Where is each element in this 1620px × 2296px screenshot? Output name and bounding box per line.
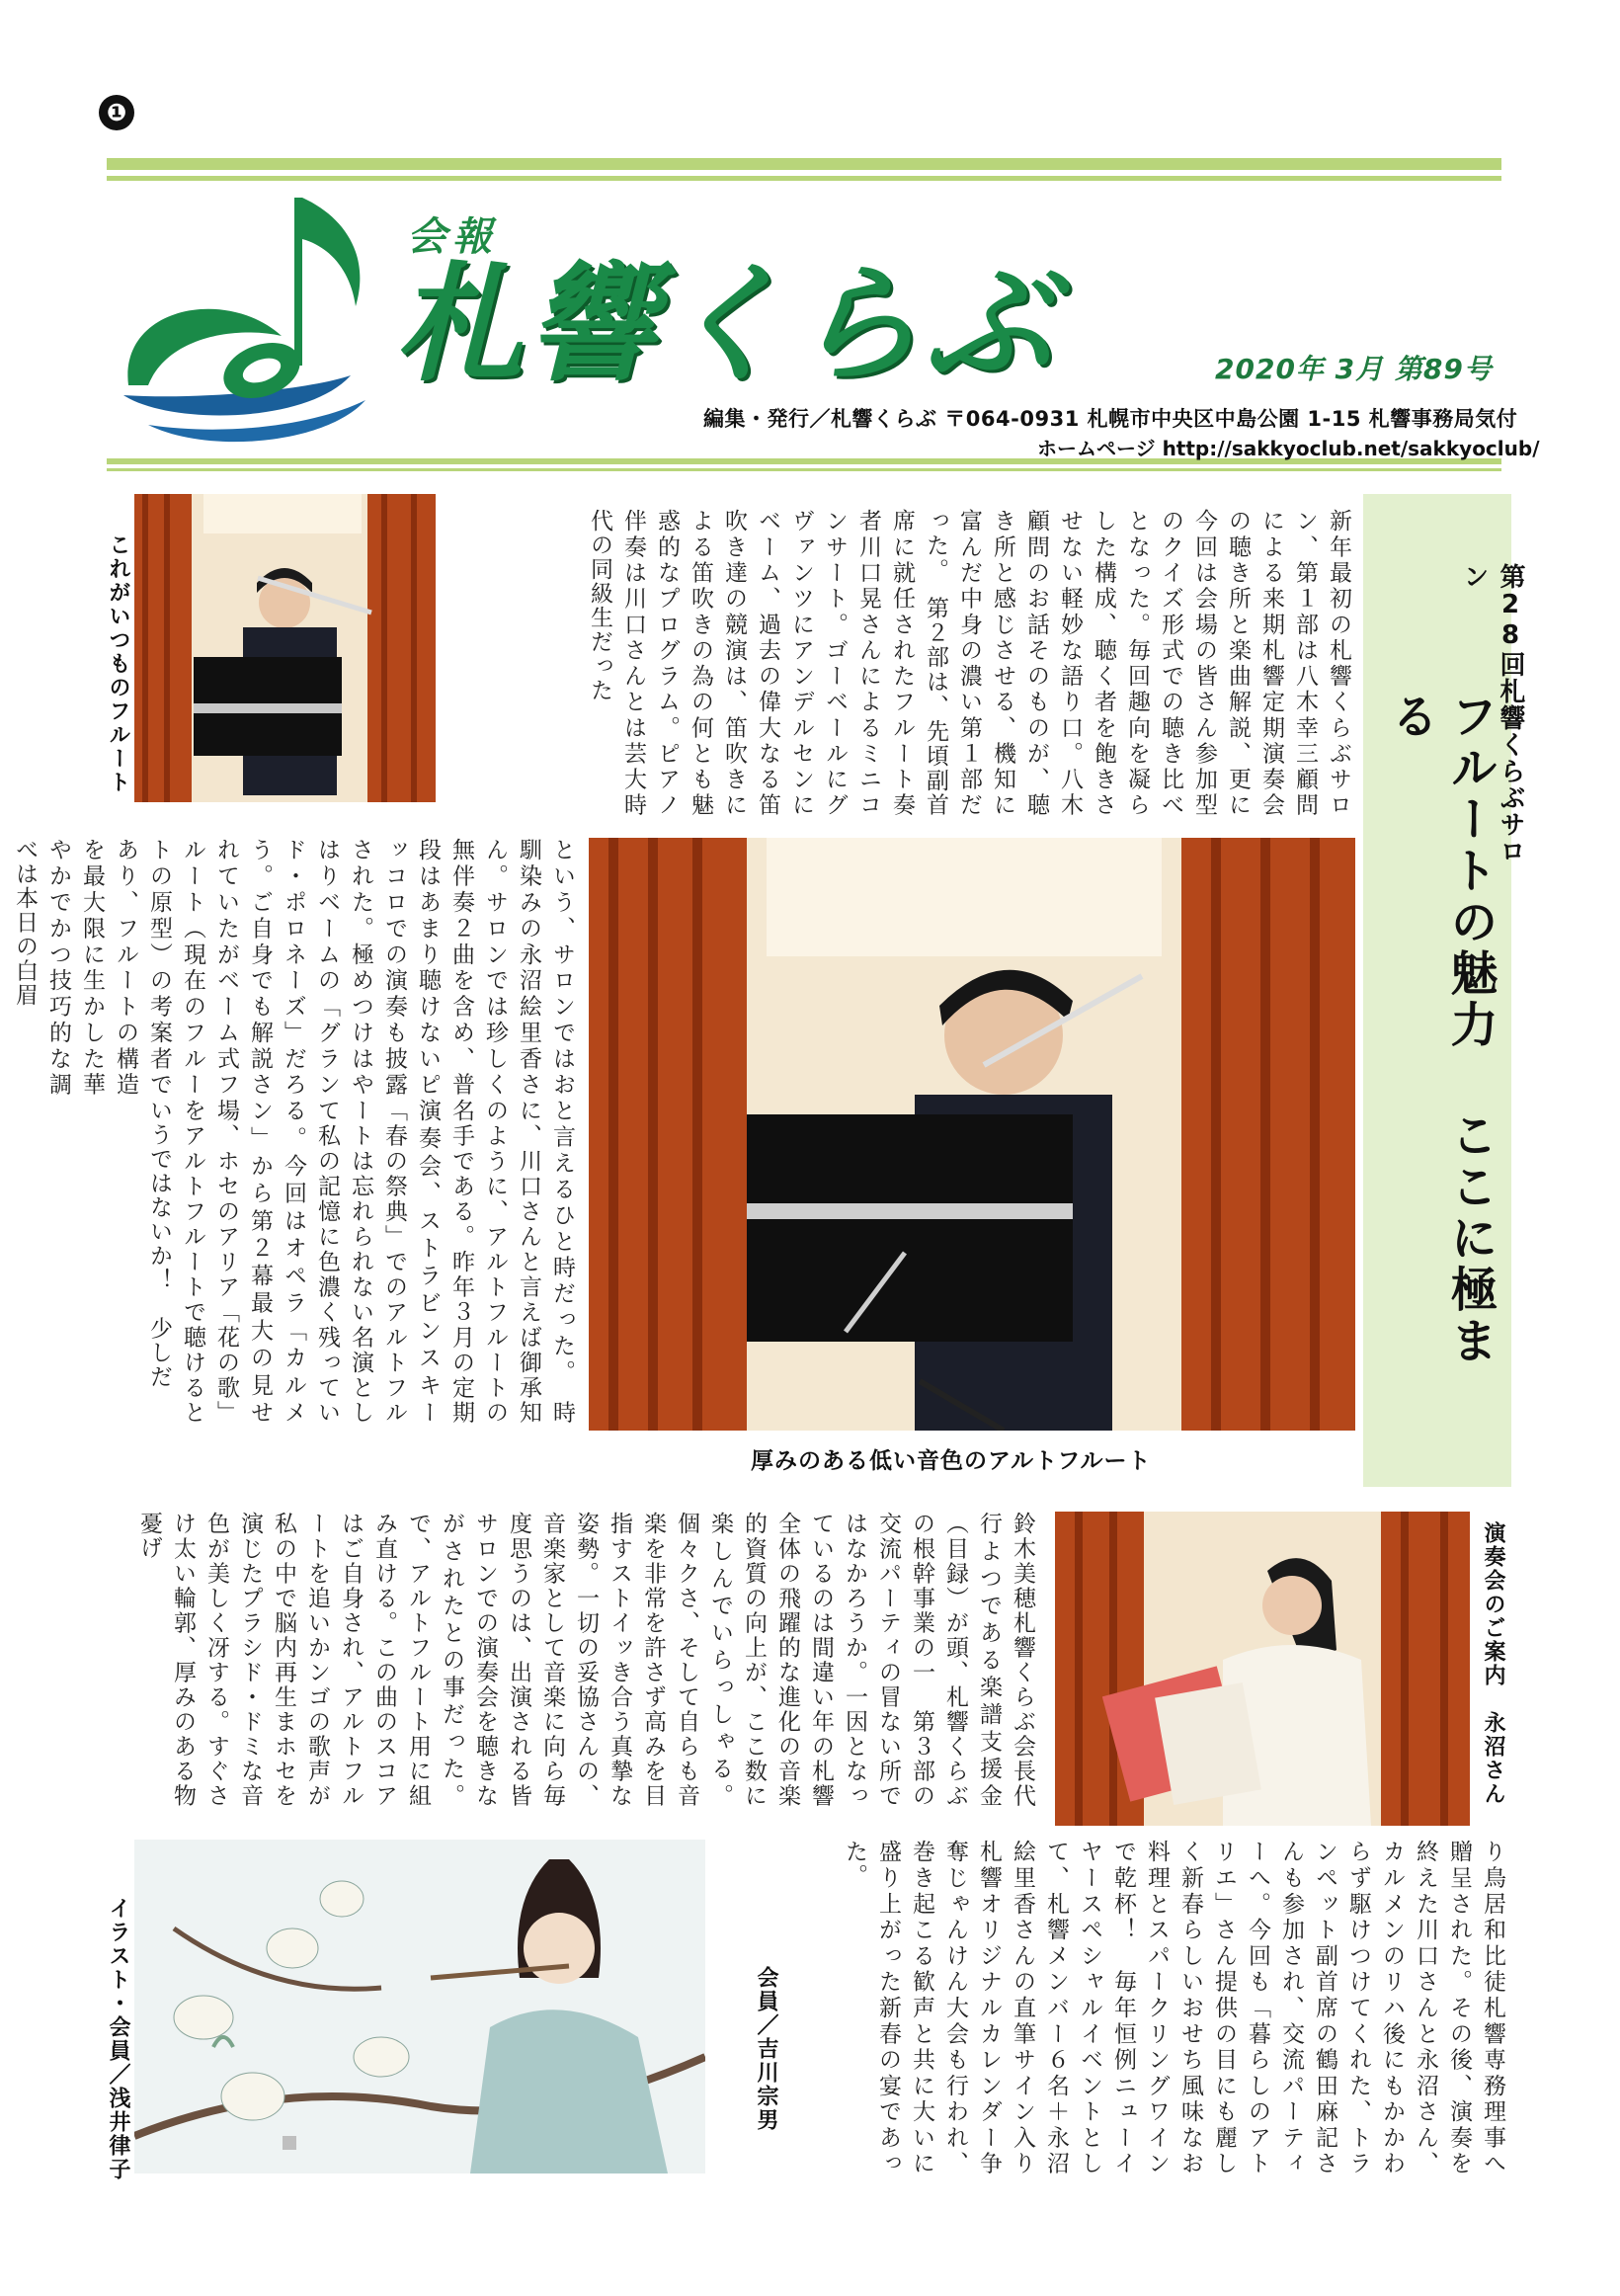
photo-caption-1: これがいつものフルート (106, 533, 130, 794)
article-kicker: 第28回札響くらぶサロン (1459, 563, 1525, 864)
illustration-flute-woman (134, 1840, 705, 2173)
photo-caption-2: 厚みのある低い音色のアルトフルート (751, 1448, 1152, 1474)
article-column-2a: という、サロンではお馴染みの永沼絵里香さん。サロンでは珍しく無伴奏２曲を含め、普段はあまり聴けないピッコロでの演奏も披露された。極めつけはやはりベームの「グランド・ポロネーズ」だろう。ご自身でも解説されていたがベーム式フルート（現在のフルートの原型）の考案者であり、フルートの構造を最大限に生かした華やかでかつ技巧的な調べは本日の白眉 (12, 838, 575, 1097)
masthead-kaiho: 会報 (407, 214, 498, 260)
photo-caption-3: 演奏会のご案内 永沼さん (1481, 1521, 1505, 1806)
article-column-2b: と言えるひと時だった。 時に、川口さんと言えば御承知のように、アルトフルートの名手である。昨年３月の定期演奏会、ストラビンスキー「春の祭典」でのアルトフルートは忘れられない名演として私の記憶に色濃く残っている。今回はオペラ「カルメン」から第２幕最大の見せ場、ホセのアリア「花の歌」をアルトフルートで聴けるというではないか！ 少しだ (146, 1099, 575, 1425)
music-note-logo-icon (109, 178, 395, 454)
article-column-3b: り鳥居和比徒札響専務理事へ贈呈された。その後、演奏を終えた川口さんと永沼さん、カルメンのリハ後にもかかわらず駆けつけてくれた、トランペット副首席の鶴田麻記さんも参加され、交流パーティーへ。今回も「暮らしのアトリエ」さん提供の目にも麗しく新春らしいおせち風味なお料理とスパークリングワインで乾杯！ 毎年恒例ニューイヤースペシャルイベントとして、札響メンバー６名＋永沼絵里香さんの直筆サイン入り札響オリジナルカレンダー争奪じゃんけん大会も行われ、巻き起こる歓声と共に大いに盛り上がった新春の宴であった。 (842, 1840, 1505, 2175)
illustration-caption: イラスト・会員／浅井律子 (106, 1897, 130, 2181)
header-bottom-band-thin (107, 468, 1501, 471)
photo-alto-flute-performer (589, 838, 1355, 1431)
photo-nagauma-announcement (1055, 1512, 1470, 1826)
issue-info: 2020年 3月 第89号 (1215, 353, 1493, 385)
page-number: ❶ (99, 95, 134, 130)
article-author: 会員／吉川宗男 (754, 1966, 778, 2132)
article-headline: フルートの魅力 ここに極まる (1383, 692, 1498, 1367)
masthead-title: 札響くらぶ (395, 249, 1058, 399)
publisher-info: 編集・発行／札響くらぶ 〒064-0931 札幌市中央区中島公園 1-15 札響事務局気付 (703, 407, 1518, 431)
photo-flute-performer (134, 494, 436, 802)
article-column-1: 新年最初の札響くらぶサロン、第１部は八木幸三顧問による来期札響定期演奏会の聴き所と楽曲解説、更に今回は会場の皆さん参加型のクイズ形式での聴き比べとなった。毎回趣向を凝らした構成、聴く者を飽きさせない軽妙な語り口。八木顧問のお話そのものが、聴き所と感じさせる、機知に富んだ中身の濃い第１部だった。 第２部は、先頃副首席に就任されたフルート奏者川口晃さんによるミニコンサート。ゴーベールにグヴァンツにアンデルセンにベーム、過去の偉大なる笛吹き達の競演は、笛吹きによる笛吹きの為の何とも魅惑的なプログラム。ピアノ伴奏は川口さんとは芸大時代の同級生だった (587, 509, 1351, 817)
article-column-3a: 鈴木美穂札響くらぶ会長代行よつである楽譜支援金（目録）が頭、札響くらぶの根幹事業の一 第３部の交流パーティの冒ない所ではなかろうか。一因となっているのは間違い年の札響全体の飛躍的な進化の音楽的資質の向上が、ここ数に楽しんでいらっしゃる。個々クさ、そして自らも音楽を非常を許さず高みを目指すストイッき合う真摯な姿勢。一切の妥協さんの、音楽家として音楽に向ら毎度思うのは、出演される皆 サロンでの演奏会を聴きながされたとの事だった。で、アルトフルート用に組み直ける。この曲のスコアはご自身され、アルトフルートを追いかンゴの歌声が私の中で脳内再生まホセを演じたプラシド・ドミな音色が美しく冴する。すぐさけ太い輪郭、厚みのある物憂げ (136, 1512, 1035, 1833)
header-top-band (107, 158, 1501, 170)
homepage-info: ホームページ http://sakkyoclub.net/sakkyoclub/ (1037, 437, 1540, 460)
